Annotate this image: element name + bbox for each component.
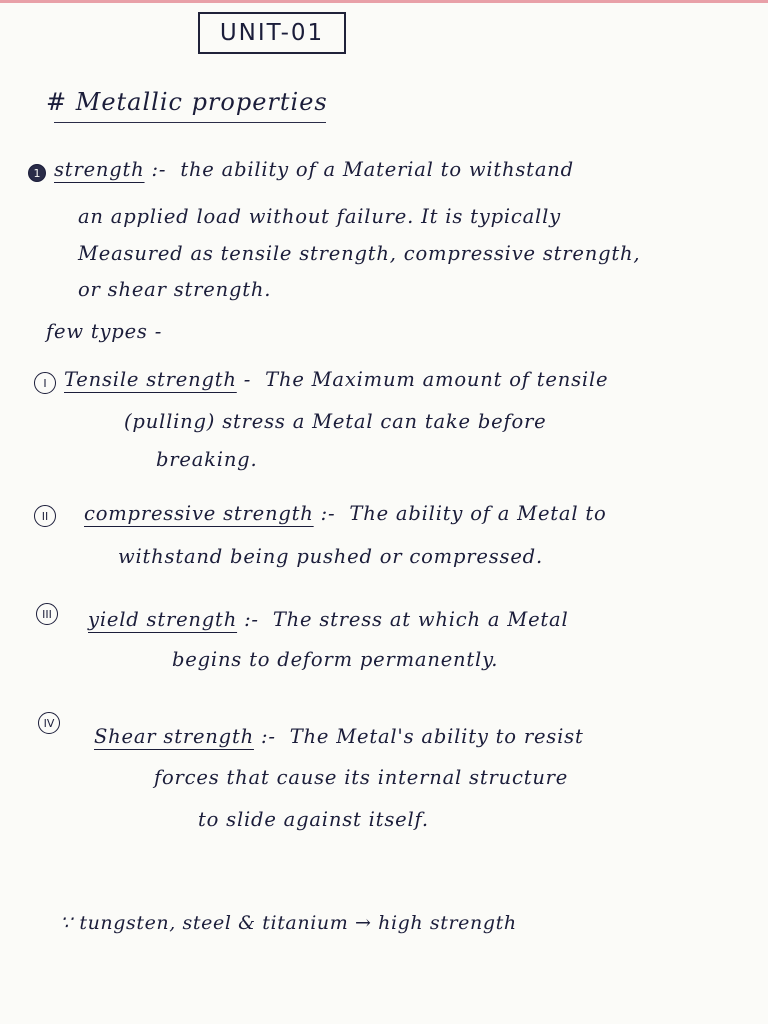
type-4-line-1 [94, 725, 584, 748]
type-2-marker-label: II [41, 509, 49, 523]
type-2-line-1 [84, 502, 607, 525]
section-heading: # Metallic properties [46, 88, 328, 116]
type-2-text-2: withstand being pushed or compressed. [118, 545, 543, 568]
type-1-term: Tensile strength [64, 368, 237, 391]
type-3-line-1 [88, 608, 569, 631]
strength-text-2: an applied load without failure. It is typically [78, 205, 561, 228]
type-1-text-2: (pulling) stress a Metal can take before [124, 410, 547, 433]
unit-title-box [198, 12, 346, 54]
type-1-sep: - [243, 368, 252, 391]
footer-note: ∵ tungsten, steel & titanium → high strength [60, 912, 517, 934]
type-1-text-3: breaking. [156, 448, 258, 471]
type-3-text-1: The stress at which a Metal [272, 608, 569, 631]
strength-text-3: Measured as tensile strength, compressive strength, [78, 242, 641, 265]
type-1-marker [34, 372, 56, 394]
type-3-text-2: begins to deform permanently. [172, 648, 499, 671]
type-3-marker [36, 603, 58, 625]
type-4-text-3: to slide against itself. [198, 808, 429, 831]
type-4-marker [38, 712, 60, 734]
type-1-line-1 [64, 368, 608, 391]
strength-term: strength [54, 158, 145, 181]
type-3-sep: :- [244, 608, 259, 631]
type-1-text-1: The Maximum amount of tensile [265, 368, 609, 391]
type-2-sep: :- [320, 502, 336, 525]
unit-title: UNIT-01 [219, 20, 325, 46]
type-4-text-2: forces that cause its internal structure [154, 766, 569, 789]
strength-marker-label: 1 [33, 166, 41, 180]
page-top-rule [0, 0, 768, 3]
type-2-marker [34, 505, 56, 527]
few-types-label: few types - [46, 320, 163, 343]
type-2-text-1: The ability of a Metal to [349, 502, 607, 525]
type-4-text-1: The Metal's ability to resist [289, 725, 584, 748]
type-3-marker-label: III [42, 607, 52, 621]
strength-text-4: or shear strength. [78, 278, 272, 301]
type-1-marker-label: I [43, 376, 47, 390]
type-2-term: compressive strength [84, 502, 314, 525]
type-4-term: Shear strength [94, 725, 254, 748]
strength-line-1 [54, 158, 574, 181]
heading-underline [54, 122, 326, 123]
type-4-sep: :- [260, 725, 276, 748]
strength-text-1: the ability of a Material to withstand [180, 158, 574, 181]
type-4-marker-label: IV [43, 716, 55, 730]
strength-marker [28, 164, 46, 182]
type-3-term: yield strength [88, 608, 238, 631]
strength-sep: :- [151, 158, 167, 181]
